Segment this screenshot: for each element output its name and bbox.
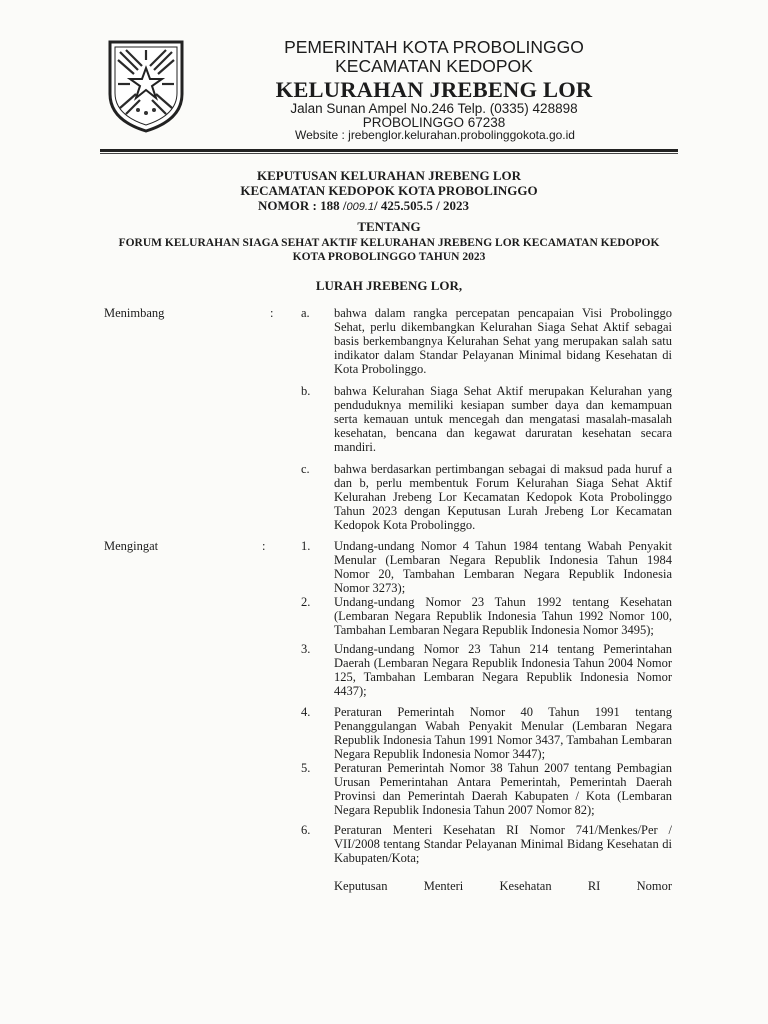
decree-number-suffix: / 425.505.5 / 2023 [374,198,469,213]
decree-number-prefix: NOMOR : 188 / [258,198,347,213]
letterhead-village: KELURAHAN JREBENG LOR [275,77,593,102]
section-label-menimbang: Menimbang [104,306,165,320]
list-item-marker: 2. [301,595,311,609]
list-item-marker: 1. [301,539,311,553]
decree-subject-line1: FORUM KELURAHAN SIAGA SEHAT AKTIF KELURAHAN JREBENG LOR KECAMATAN KEDOPOK [118,237,660,249]
list-item-marker: 3. [301,642,311,656]
section-colon: : [262,539,266,553]
mengingat-item-1: Undang-undang Nomor 4 Tahun 1984 tentang Wabah Penyakit Menular (Lembaran Negara Republik Indonesia Tahun 1984 Nomor 20, Tambahan Lembaran Negara Republik Indonesia Nomor 3273); [334,539,672,595]
official-title: LURAH JREBENG LOR, [315,278,463,293]
mengingat-continuation: Keputusan Menteri Kesehatan RI Nomor [334,879,672,893]
tentang-heading: TENTANG [357,219,421,234]
mengingat-item-6: Peraturan Menteri Kesehatan RI Nomor 741/Menkes/Per / VII/2008 tentang Standar Pelayanan Minimal Bidang Kesehatan di Kabupaten/Kota; [334,823,672,865]
decree-number [258,198,469,215]
mengingat-item-4: Peraturan Pemerintah Nomor 40 Tahun 1991 tentang Penanggulangan Wabah Penyakit Menular (Lembaran Negara Republik Indonesia Tahun 1991 Nomor 3437, Tambahan Lembaran Negara Republik Indonesia Nomor 3447); [334,705,672,761]
letterhead-city-postcode: PROBOLINGGO 67238 [362,115,506,130]
menimbang-item-a: bahwa dalam rangka percepatan pencapaian Visi Probolinggo Sehat, perlu dikembangkan Kelurahan Siaga Sehat Aktif sebagai basis berkembangnya Kelurahan Sehat yang merupakan salah satu indikator dalam Standar Pelayanan Minimal bidang Kesehatan di Kota Probolinggo. [334,306,672,376]
letterhead-divider-thin [100,153,678,154]
letterhead-district: KECAMATAN KEDOPOK [335,56,533,76]
list-item-marker: a. [301,306,310,320]
menimbang-item-c: bahwa berdasarkan pertimbangan sebagai di maksud pada huruf a dan b, perlu membentuk Forum Kelurahan Siaga Sehat Aktif Kelurahan Jrebeng Lor Kecamatan Kedopok Kota Probolinggo Tahun 2023 dengan Keputusan Lurah Jrebeng Lor Kecamatan Kedopok Kota Probolinggo. [334,462,672,532]
letterhead-address: Jalan Sunan Ampel No.246 Telp. (0335) 428898 [290,101,578,116]
list-item-marker: 6. [301,823,311,837]
section-colon: : [270,306,274,320]
decree-number-handwritten: 009.1 [346,201,374,213]
decree-title-line1: KEPUTUSAN KELURAHAN JREBENG LOR [256,168,521,183]
decree-subject-line2: KOTA PROBOLINGGO TAHUN 2023 [292,251,486,263]
list-item-marker: 5. [301,761,311,775]
letterhead-government: PEMERINTAH KOTA PROBOLINGGO [284,37,584,57]
list-item-marker: 4. [301,705,311,719]
menimbang-item-b: bahwa Kelurahan Siaga Sehat Aktif merupakan Kelurahan yang penduduknya memiliki kesiapan sumber daya dan kemampuan serta kemauan untuk mencegah dan mengatasi masalah-masalah kesehatan, bencana dan kegawat daruratan kesehatan secara mandiri. [334,384,672,454]
list-item-marker: b. [301,384,311,398]
mengingat-item-5: Peraturan Pemerintah Nomor 38 Tahun 2007 tentang Pembagian Urusan Pemerintahan Antara Pemerintah, Pemerintah Daerah Provinsi dan Pemerintah Daerah Kabupaten / Kota (Lembaran Negara Republik Indonesia Tahun 2007 Nomor 82); [334,761,672,817]
letterhead-website: Website : jrebenglor.kelurahan.probolinggokota.go.id [295,128,575,142]
section-label-mengingat: Mengingat [104,539,159,553]
city-emblem-logo [106,38,186,134]
mengingat-item-3: Undang-undang Nomor 23 Tahun 214 tentang Pemerintahan Daerah (Lembaran Negara Republik Indonesia Tahun 2004 Nomor 125, Tambahan Lembaran Negara Republik Indonesia Nomor 4437); [334,642,672,698]
letterhead-divider-thick [100,149,678,152]
decree-title-line2: KECAMATAN KEDOPOK KOTA PROBOLINGGO [240,183,538,198]
list-item-marker: c. [301,462,310,476]
mengingat-item-2: Undang-undang Nomor 23 Tahun 1992 tentang Kesehatan (Lembaran Negara Republik Indonesia Tahun 1992 Nomor 100, Tambahan Lembaran Negara Republik Indonesia Nomor 3495); [334,595,672,637]
